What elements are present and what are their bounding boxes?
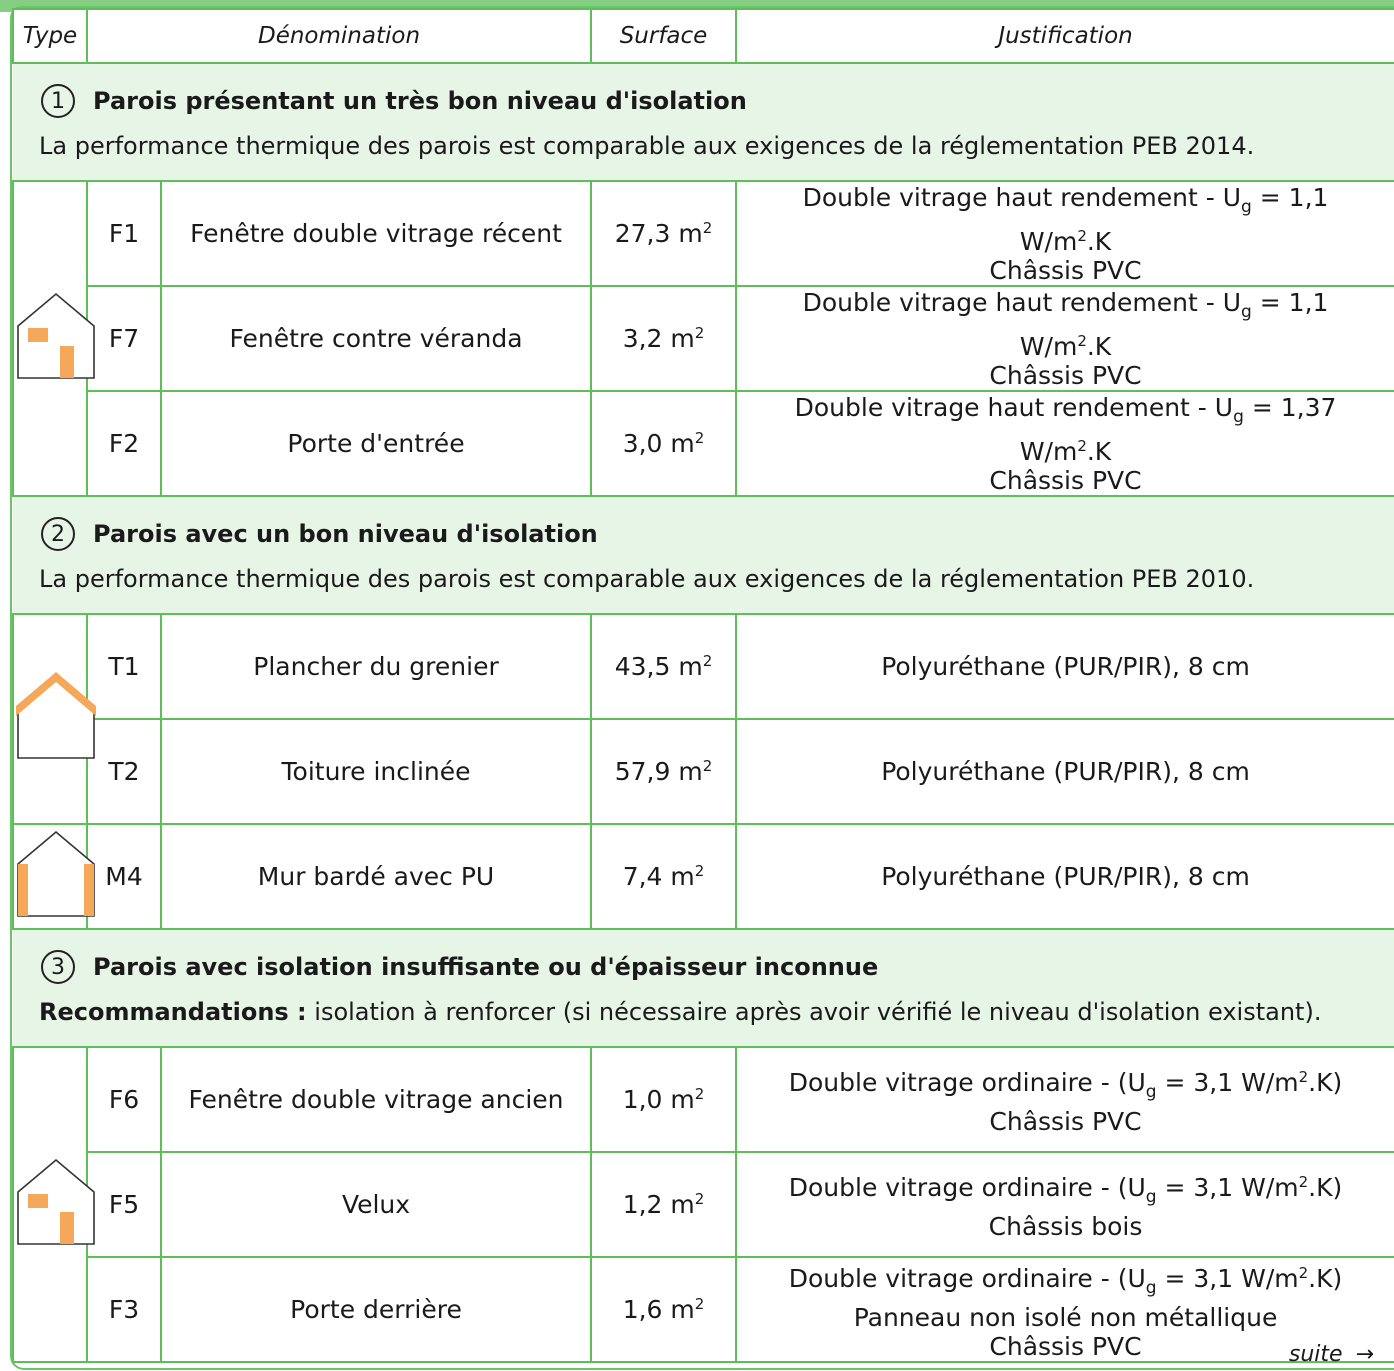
row-justification: Double vitrage haut rendement - $U_g = 1,1$ $W/m^2.K$ Châssis PVC [736,286,1394,391]
house-wall-icon [13,824,87,929]
row-code: T2 [87,719,161,824]
section-2-header [13,496,1394,614]
row-code: T1 [87,614,161,719]
row-justification: Double vitrage ordinaire - ($U_g = 3,1$ $W/m^2.K$) Châssis bois [736,1152,1394,1257]
row-name: Plancher du grenier [161,614,591,719]
row-surface: 57,9 $m^2$ [591,719,736,824]
table-row [13,719,1394,824]
table-row [13,391,1394,496]
row-surface: 1,2 $m^2$ [591,1152,736,1257]
section-description: La performance thermique des parois est comparable aux exigences de la réglementation PEB 2010. [39,565,1255,593]
row-justification: Double vitrage ordinaire - ($U_g = 3,1$ $W/m^2.K$) Panneau non isolé non métallique Châssis PVC [736,1257,1394,1362]
continue-link[interactable] [1289,1342,1374,1367]
row-surface: 1,0 $m^2$ [591,1047,736,1152]
row-justification: Polyuréthane (PUR/PIR), 8 cm [736,614,1394,719]
row-code: F2 [87,391,161,496]
row-name: Fenêtre double vitrage récent [161,181,591,286]
row-code: F5 [87,1152,161,1257]
header-denomination: Dénomination [87,9,591,63]
row-code: F3 [87,1257,161,1362]
row-code: M4 [87,824,161,929]
row-justification: Polyuréthane (PUR/PIR), 8 cm [736,719,1394,824]
section-title: Parois avec isolation insuffisante ou d'épaisseur inconnue [93,953,879,981]
row-name: Mur bardé avec PU [161,824,591,929]
section-number: 2 [41,517,75,551]
house-window-icon [13,1047,87,1362]
header-type: Type [13,9,87,63]
house-roof-icon [13,614,87,824]
section-3-header [13,929,1394,1047]
table-row [13,286,1394,391]
row-name: Toiture inclinée [161,719,591,824]
row-surface: 7,4 $m^2$ [591,824,736,929]
table-row [13,614,1394,719]
table-row [13,1257,1394,1362]
row-surface: 3,0 $m^2$ [591,391,736,496]
row-name: Porte d'entrée [161,391,591,496]
row-code: F7 [87,286,161,391]
table-row [13,1047,1394,1152]
row-name: Velux [161,1152,591,1257]
section-title: Parois avec un bon niveau d'isolation [93,520,598,548]
table-row [13,1152,1394,1257]
row-surface: 27,3 $m^2$ [591,181,736,286]
header-surface: Surface [591,9,736,63]
row-surface: 3,2 $m^2$ [591,286,736,391]
row-code: F6 [87,1047,161,1152]
table-row [13,181,1394,286]
section-1-header [13,63,1394,181]
row-code: F1 [87,181,161,286]
row-surface: 43,5 $m^2$ [591,614,736,719]
arrow-right-icon: → [1355,1342,1374,1367]
row-justification: Double vitrage haut rendement - $U_g = 1,37$ $W/m^2.K$ Châssis PVC [736,391,1394,496]
section-number: 1 [41,84,75,118]
table-header-row [13,9,1394,63]
section-description: Recommandations : isolation à renforcer (si nécessaire après avoir vérifié le niveau d'isolation existant). [39,998,1322,1026]
suite-label: suite [1288,1342,1343,1367]
row-justification: Polyuréthane (PUR/PIR), 8 cm [736,824,1394,929]
row-justification: Double vitrage ordinaire - ($U_g = 3,1$ $W/m^2.K$) Châssis PVC [736,1047,1394,1152]
row-justification: Double vitrage haut rendement - $U_g = 1,1$ $W/m^2.K$ Châssis PVC [736,181,1394,286]
house-window-icon [13,181,87,496]
section-description: La performance thermique des parois est comparable aux exigences de la réglementation PEB 2014. [39,132,1255,160]
header-justification: Justification [736,9,1394,63]
section-number: 3 [41,950,75,984]
section-title: Parois présentant un très bon niveau d'isolation [93,87,747,115]
table-row [13,824,1394,929]
row-name: Fenêtre contre véranda [161,286,591,391]
row-name: Porte derrière [161,1257,591,1362]
row-name: Fenêtre double vitrage ancien [161,1047,591,1152]
row-surface: 1,6 $m^2$ [591,1257,736,1362]
insulation-table [12,8,1394,1363]
